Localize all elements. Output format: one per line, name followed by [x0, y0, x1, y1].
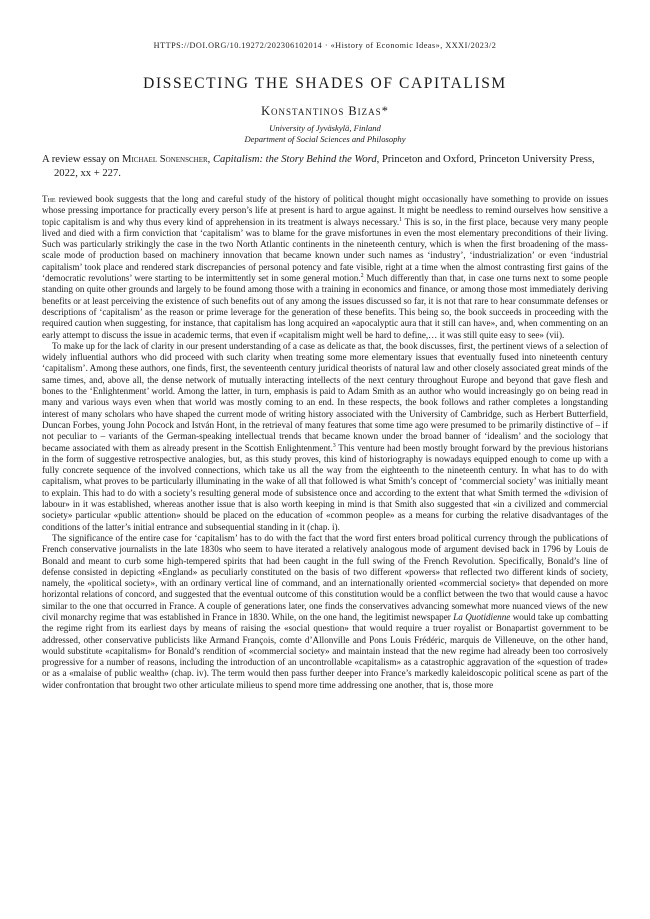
affiliation-department: Department of Social Sciences and Philosophy	[244, 134, 406, 144]
review-lead: A review essay on	[42, 154, 123, 165]
paragraph-1-text-a: reviewed book suggests that the long and careful study of the history of political thought might occasionally have something to provide on issues whose pressing importance for practically every person’s life at present is hard to argue against. It might be needless to remind ourselves how sensitive a topic capitalism is and why thus every kind of apprehension in its treatment is always necessary.	[42, 194, 608, 227]
reviewed-book-title: Capitalism: the Story Behind the Word	[212, 154, 377, 165]
newspaper-title: La Quotidienne	[453, 611, 511, 622]
footnote-ref-1[interactable]: 1	[399, 216, 403, 223]
review-publication: , Princeton and Oxford, Princeton University Press, 2022, xx + 227.	[54, 154, 595, 179]
footnote-ref-2[interactable]: 2	[360, 273, 364, 280]
affiliation	[42, 123, 608, 145]
article-body	[42, 194, 608, 691]
review-separator: ,	[207, 154, 213, 165]
paragraph-3-text-a: The significance of the entire case for ‘capitalism’ has to do with the fact that the word first enters broad political currency through the publications of French conservative journalists in the late 1830s who seem to have iterated a relatively analogous mode of argument devised back in 1796 by Louis de Bonald and meant to curb some high-tempered spirits that had been caught in the full swing of the French Revolution. Specifically, Bonald’s line of defense consisted in depicting «England» as peculiarly constituted on the basis of two different «powers» that reflected two different kinds of society, namely, the «political society», with an ordinary vertical line of command, and an internationally oriented «commercial society» that depended on more horizontal relations of concord, and suggested that the eventual outcome of this constitution would be a conflict between the two that would cause a havoc similar to the one that occurred in France. A couple of generations later, one finds the conservatives advancing somewhat more nuanced views of the new civil monarchy regime that was established in France in 1830. While, on the one hand, the legitimist newspaper	[42, 532, 608, 622]
author-name: Konstantinos Bizas	[261, 104, 382, 118]
article-title: DISSECTING THE SHADES OF CAPITALISM	[143, 75, 507, 92]
author-line	[42, 104, 608, 119]
paragraph-3	[42, 533, 608, 691]
review-citation	[42, 153, 608, 181]
opening-word: The	[42, 194, 56, 204]
author-footnote-mark: *	[381, 104, 389, 118]
paragraph-1-text-c: Much differently than that, in case one turns next to some people standing on quite other grounds and largely to be found among those with a training in economics and finance, or among those most immediately deriving benefits or at least perceiving the existence of such benefits out of any among the issues discussed so far, it is not that rare to hear consummate defenses or descriptions of ‘capitalism’ as the reason or prime leverage for the generation of these benefits. This being so, the book succeeds in proceeding with the required caution when suggesting, for instance, that capitalism has long acquired an «apocalyptic aura that it still can have», and, when commenting on an early attempt to discuss the issue in academic terms, that even if «capitalism might well be hard to define,… it was still quite easy to see» (vii).	[42, 273, 608, 340]
paragraph-3-text-b: would take up combatting the regime right from its earliest days by means of raising the «social question» that would require a truer royalist or Bonapartist government to be addressed, other conservative publicists like Armand François, comte d’Allonville and Pons Louis Frédéric, marquis de Villeneuve, on the other hand, would substitute «capitalism» for Bonald’s rendition of «commercial society» and maintain instead that the new regime had already been too corrosively progressive for a number of reasons, including the introduction of an uncontrollable «capitalism» as a catastrophic aggravation of the «question of trade» or as a «malaise of public wealth» (chap. iv). The term would then pass further deeper into France’s markedly kaleidoscopic political scene as part of the wider confrontation that brought two other articulate milieus to spend more time addressing one another, that is, those more	[42, 611, 608, 690]
affiliation-university: University of Jyväskylä, Finland	[269, 123, 381, 133]
paragraph-2-text-b: This venture had been mostly brought forward by the previous historians in the form of suggestive retrospective analogies, but, as this study proves, this kind of historiography is nowadays equipped enough to come up with a fully concrete sequence of the involved connections, which take us all the way from the eighteenth to the nineteenth century. In what has to do with capitalism, what proves to be particularly illuminating in the wake of all that followed is what Smith’s concept of ‘commercial society’ was initially meant to explain. This had to do with a society’s resulting general mode of subsistence once and according to the extent that what Smith termed the «division of labour» in it was established, whereas another issue that is also worth keeping in mind is that Smith also suggested that «in a civilized and commercial society» particular «public attention» should be placed on the education of «common people» as a means for curbing the relative disadvantages of the conditions of the latter’s initial entrance and subsequential standing in it (chap. i).	[42, 442, 608, 532]
paragraph-1-text-b: This is so, in the first place, because very many people lived and died with a firm conviction that ‘capitalism’ was to blame for the grave misfortunes in even the most elementary preconditions of their living. Such was particularly strikingly the case in the two North Atlantic continents in the nineteenth century, which is when the first broadening of the mass-scale mode of production based on machinery innovation that became known under such names as ‘industry’, ‘industrialization’ or even ‘industrial capitalism’ took place and rendered stark discrepancies of personal potency and fate visible, right at a time when the almost contrasting first gains of the ‘democratic revolutions’ were starting to be intermittently set in some general motion.	[42, 216, 608, 284]
paragraph-1	[42, 194, 608, 341]
paragraph-2	[42, 341, 608, 533]
review-citation-text	[42, 153, 608, 181]
reviewed-author: Michael Sonenscher	[122, 154, 208, 165]
running-head: HTTPS://DOI.ORG/10.19272/202306102014 · «History of Economic Ideas», XXXI/2023/2	[153, 41, 497, 50]
paragraph-2-text-a: To make up for the lack of clarity in our present understanding of a case as delicate as that, the book discusses, first, the pertinent views of a selection of widely influential authors who did proceed with such clarity when treating some more elementary issues that eventually fused into nineteenth century ‘capitalism’. Among these authors, one finds, first, the seventeenth century juridical theorists of natural law and other closely associated great minds of the same times, and, above all, the dense network of mutually interacting intellects of the next century throughout Europe and beyond that gave flesh and bones to the ‘Enlightenment’ world. Among the latter, in turn, emphasis is paid to Adam Smith as an author who would increasingly go on being read in many and various ways even when that world was mostly coming to an end. In these respects, the book follows and rather completes a longstanding interest of many scholars who have shaped the current mode of writing history associated with the University of Cambridge, such as Herbert Butterfield, Duncan Forbes, young John Pocock and István Hont, in the retrieval of many features that some time ago were presumed to be primarily distinctive of – if not peculiar to – variants of the German-speaking intellectual trends that became known under the broad banner of ‘idealism’ and the sociology that became associated with them as already present in the Scottish Enlightenment.	[42, 340, 608, 453]
footnote-ref-3[interactable]: 3	[332, 442, 336, 449]
